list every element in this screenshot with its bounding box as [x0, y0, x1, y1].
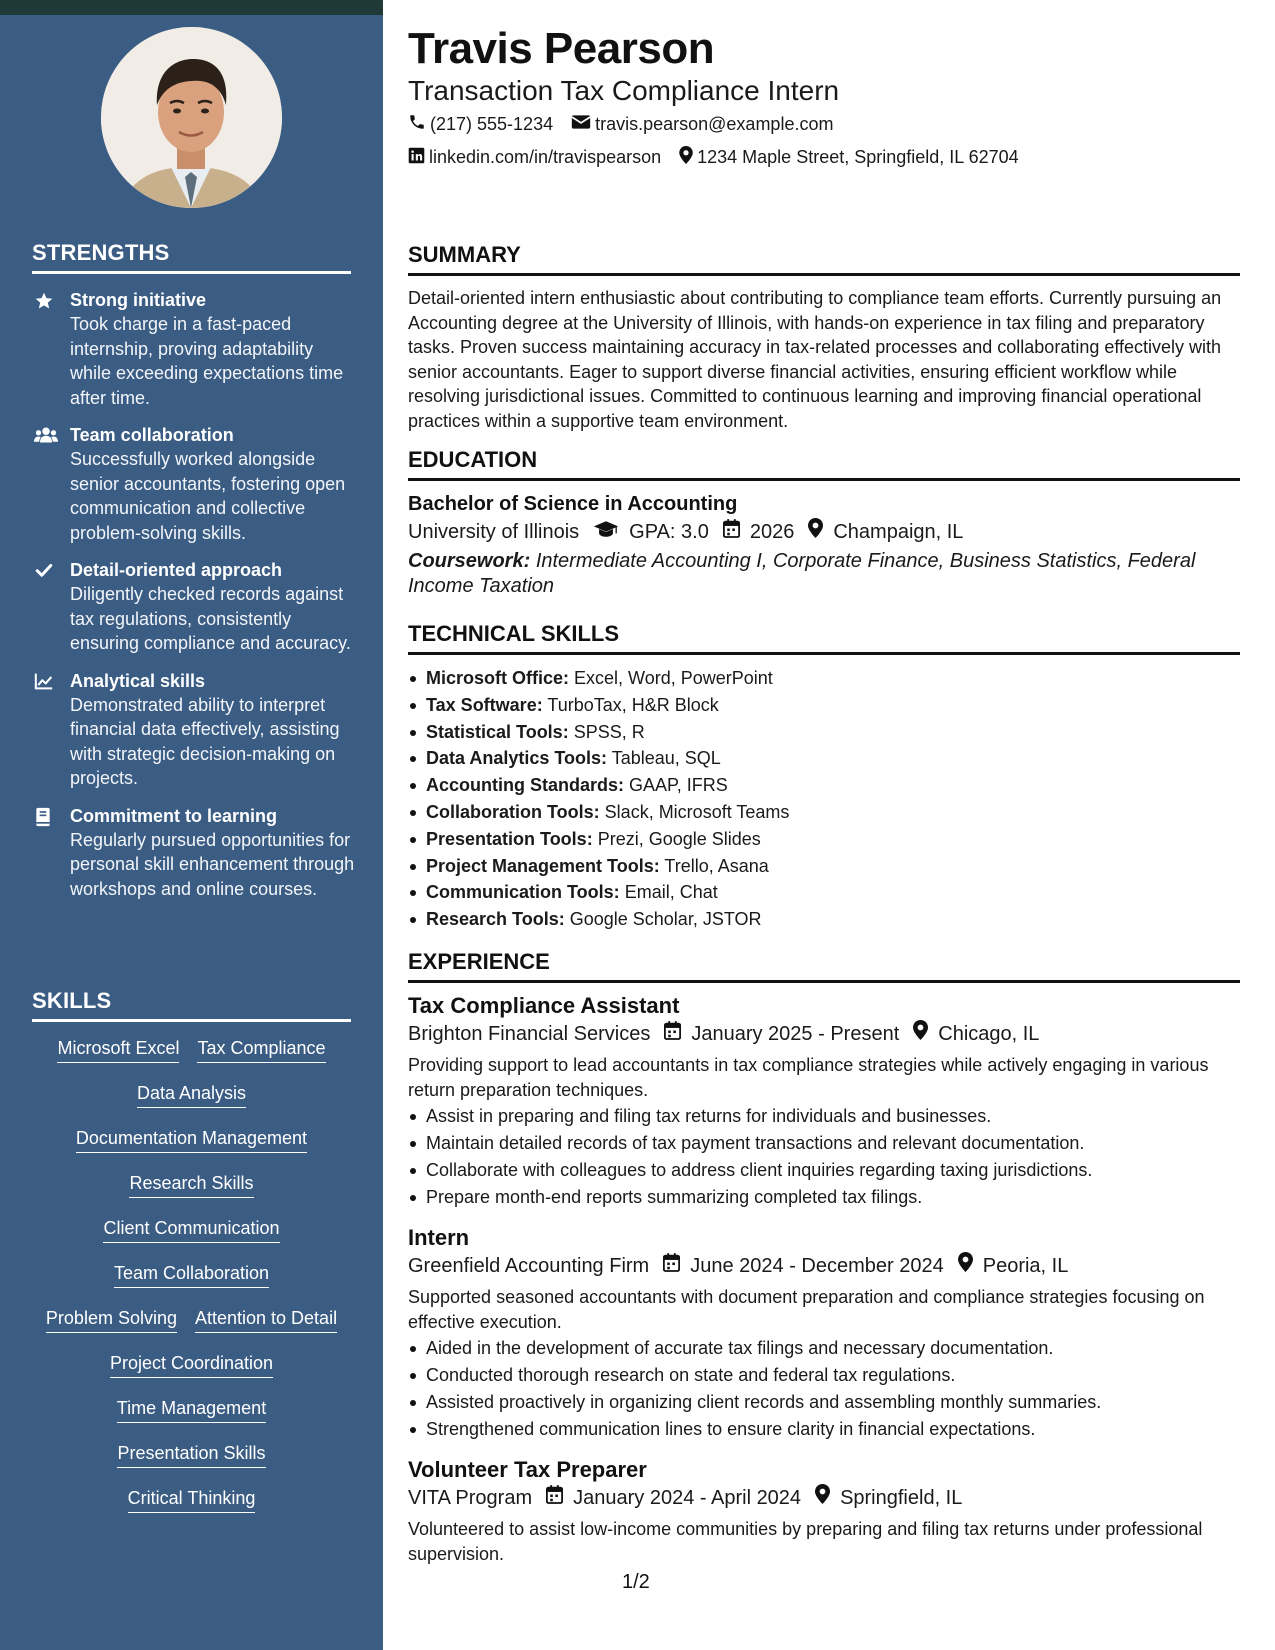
education-meta: [408, 517, 1240, 547]
graduation-year: 2026: [749, 521, 795, 543]
book-icon: [32, 804, 70, 902]
company-name: Brighton Financial Services: [408, 1023, 651, 1045]
list-item: Presentation Tools: Prezi, Google Slides: [408, 826, 1240, 853]
job-role: Tax Compliance Assistant: [408, 993, 680, 1018]
candidate-title: Transaction Tax Compliance Intern: [408, 75, 840, 106]
map-pin-icon: [913, 1019, 938, 1049]
experience-heading: EXPERIENCE: [408, 949, 1240, 983]
email-address[interactable]: travis.pearson@example.com: [595, 114, 834, 134]
job-description: Supported seasoned accountants with document preparation and compliance strategies focusing on effective execution.: [408, 1287, 1205, 1332]
map-pin-icon: [808, 517, 833, 547]
list-item: Communication Tools: Email, Chat: [408, 879, 1240, 906]
summary-section: [408, 242, 1240, 434]
job-meta: [408, 1251, 1240, 1281]
technical-skills-section: [408, 621, 1240, 933]
email-icon: [571, 114, 595, 135]
calendar-icon: [663, 1251, 690, 1281]
list-item: Prepare month-end reports summarizing completed tax filings.: [408, 1184, 1240, 1211]
list-item: Research Tools: Google Scholar, JSTOR: [408, 906, 1240, 933]
skill-tag: Problem Solving: [46, 1306, 177, 1333]
map-pin-icon: [958, 1251, 983, 1281]
strength-item: [32, 288, 357, 410]
users-icon: [32, 423, 70, 545]
coursework-label: Coursework:: [408, 550, 531, 572]
strength-title: Detail-oriented approach: [70, 560, 283, 580]
strength-desc: Regularly pursued opportunities for personal skill enhancement through workshops and online courses.: [70, 829, 355, 899]
strength-title: Analytical skills: [70, 670, 206, 691]
strength-item: [32, 423, 357, 545]
coursework: [408, 549, 1240, 599]
strength-item: [32, 558, 357, 656]
skill-tag: Research Skills: [129, 1171, 253, 1198]
job-meta: [408, 1019, 1240, 1049]
candidate-name: Travis Pearson: [408, 24, 715, 73]
strength-title: Strong initiative: [70, 290, 207, 310]
list-item: Microsoft Office: Excel, Word, PowerPoint: [408, 665, 1240, 692]
list-item: Aided in the development of accurate tax filings and necessary documentation.: [408, 1335, 1240, 1362]
strength-item: [32, 669, 357, 791]
skills-heading: SKILLS: [32, 988, 351, 1022]
skill-tag: Client Communication: [103, 1216, 279, 1243]
map-pin-icon: [679, 146, 697, 169]
job-entry: [408, 1457, 1240, 1567]
summary-heading: SUMMARY: [408, 242, 1240, 276]
company-name: VITA Program: [408, 1487, 533, 1509]
list-item: Assist in preparing and filing tax returns for individuals and businesses.: [408, 1103, 1240, 1130]
skill-tag: Attention to Detail: [195, 1306, 337, 1333]
list-item: Data Analytics Tools: Tableau, SQL: [408, 745, 1240, 772]
job-dates: January 2024 - April 2024: [573, 1487, 802, 1509]
job-location: Chicago, IL: [938, 1023, 1040, 1045]
job-entry: [408, 993, 1240, 1211]
linkedin-icon: [408, 147, 429, 169]
job-entry: [408, 1225, 1240, 1443]
sidebar: [0, 0, 383, 1650]
experience-section: [408, 949, 1240, 1581]
degree: Bachelor of Science in Accounting: [408, 493, 738, 515]
strength-desc: Demonstrated ability to interpret financial data effectively, assisting with strategic decision-making on projects.: [70, 694, 340, 788]
job-meta: [408, 1483, 1240, 1513]
job-location: Peoria, IL: [982, 1255, 1069, 1277]
skill-tag: Time Management: [117, 1396, 266, 1423]
skill-tag: Critical Thinking: [128, 1486, 256, 1513]
skill-tag: Documentation Management: [76, 1126, 307, 1153]
coursework-list: Intermediate Accounting I, Corporate Finance, Business Statistics, Federal Income Taxation: [408, 550, 1196, 597]
list-item: Accounting Standards: GAAP, IFRS: [408, 772, 1240, 799]
job-dates: June 2024 - December 2024: [690, 1255, 944, 1277]
page-number: 1/2: [622, 1571, 650, 1593]
skills-list: [28, 1036, 355, 1531]
list-item: Statistical Tools: SPSS, R: [408, 719, 1240, 746]
contact-line-1: [408, 113, 851, 136]
skill-tag: Tax Compliance: [197, 1036, 325, 1063]
job-description: Providing support to lead accountants in tax compliance strategies while actively engaging in various return preparation techniques.: [408, 1055, 1209, 1100]
sidebar-top-bar: [0, 0, 383, 15]
strengths-list: [32, 288, 357, 914]
list-item: Project Management Tools: Trello, Asana: [408, 853, 1240, 880]
strength-desc: Diligently checked records against tax regulations, consistently ensuring compliance and accuracy.: [70, 584, 351, 653]
education-section: [408, 447, 1240, 599]
strengths-heading: STRENGTHS: [32, 240, 351, 274]
strength-desc: Took charge in a fast-paced internship, proving adaptability while exceeding expectations time after time.: [70, 314, 344, 408]
skill-tag: Project Coordination: [110, 1351, 273, 1378]
skill-tag: Data Analysis: [137, 1081, 246, 1108]
graduation-cap-icon: [593, 517, 629, 547]
job-role: Volunteer Tax Preparer: [408, 1457, 647, 1482]
calendar-icon: [664, 1019, 691, 1049]
list-item: Maintain detailed records of tax payment transactions and relevant documentation.: [408, 1130, 1240, 1157]
phone-icon: [408, 113, 430, 136]
list-item: Collaboration Tools: Slack, Microsoft Teams: [408, 799, 1240, 826]
linkedin-url[interactable]: linkedin.com/in/travispearson: [429, 147, 662, 167]
education-heading: EDUCATION: [408, 447, 1240, 481]
school-name: University of Illinois: [408, 521, 580, 543]
education-location: Champaign, IL: [833, 521, 964, 543]
list-item: Conducted thorough research on state and federal tax regulations.: [408, 1362, 1240, 1389]
chart-line-icon: [32, 669, 70, 791]
summary-text: Detail-oriented intern enthusiastic about contributing to compliance team efforts. Currently pursuing an Accounting degree at the University of Illinois, with hands-on experience in tax filing and preparatory tasks. Proven success maintaining accuracy in tax-related processes and collaborating effectively with senior accountants. Eager to support diverse financial activities, ensuring efficient workflow while resolving jurisdictional issues. Committed to continuous learning and improving financial operational practices within a supportive team environment.: [408, 288, 1222, 431]
list-item: Collaborate with colleagues to address client inquiries regarding taxing jurisdictions.: [408, 1157, 1240, 1184]
strength-title: Commitment to learning: [70, 805, 278, 826]
avatar: [101, 27, 282, 208]
list-item: Strengthened communication lines to ensure clarity in financial expectations.: [408, 1416, 1240, 1443]
list-item: Assisted proactively in organizing client records and assembling monthly summaries.: [408, 1389, 1240, 1416]
calendar-icon: [546, 1483, 573, 1513]
skill-tag: Presentation Skills: [117, 1441, 265, 1468]
phone-number: (217) 555-1234: [430, 114, 554, 134]
job-description: Volunteered to assist low-income communities by preparing and filing tax returns under professional supervision.: [408, 1519, 1203, 1564]
list-item: Tax Software: TurboTax, H&R Block: [408, 692, 1240, 719]
star-icon: [32, 288, 70, 410]
job-role: Intern: [408, 1225, 470, 1250]
strength-desc: Successfully worked alongside senior accountants, fostering open communication and collective problem-solving skills.: [70, 449, 346, 543]
job-dates: January 2025 - Present: [691, 1023, 900, 1045]
address: 1234 Maple Street, Springfield, IL 62704: [697, 147, 1019, 167]
strength-item: [32, 804, 357, 902]
contact-line-2: [408, 146, 1037, 169]
job-location: Springfield, IL: [840, 1487, 963, 1509]
strength-title: Team collaboration: [70, 425, 234, 445]
company-name: Greenfield Accounting Firm: [408, 1255, 650, 1277]
check-icon: [32, 558, 70, 656]
skill-tag: Team Collaboration: [114, 1261, 269, 1288]
skill-tag: Microsoft Excel: [57, 1036, 179, 1063]
gpa: GPA: 3.0: [629, 521, 709, 543]
technical-skills-heading: TECHNICAL SKILLS: [408, 621, 1240, 655]
calendar-icon: [723, 517, 750, 547]
map-pin-icon: [815, 1483, 840, 1513]
